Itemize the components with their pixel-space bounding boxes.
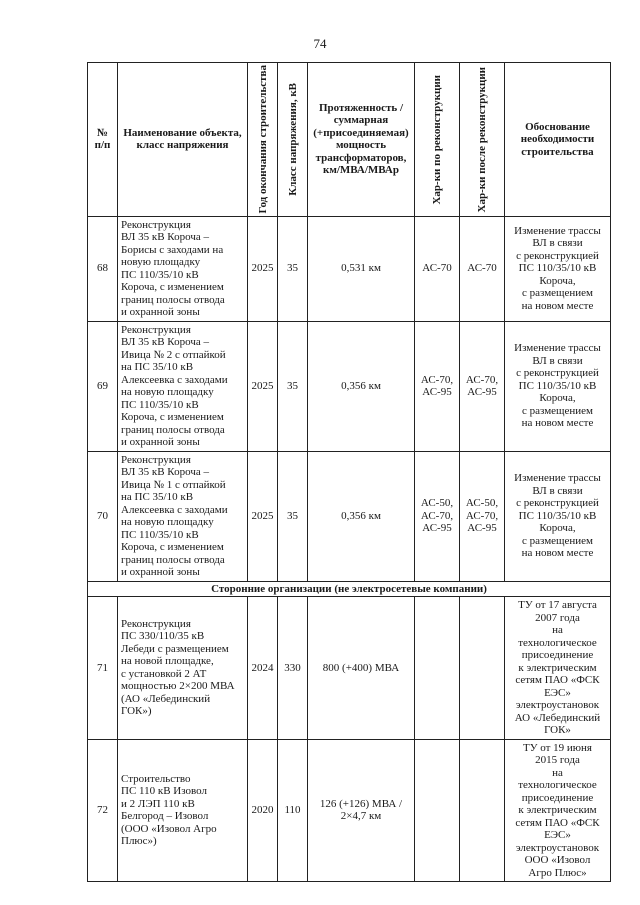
header-year [248, 63, 278, 217]
table-row [88, 216, 611, 321]
construction-table [87, 62, 611, 882]
row-after: АС-70, АС-95 [460, 321, 505, 451]
row-after [460, 597, 505, 740]
row-year: 2025 [248, 216, 278, 321]
row-basis: Изменение трассы ВЛ в связи с реконструкцией ПС 110/35/10 кВ Короча, с размещением на новом месте [505, 216, 611, 321]
header-voltage [278, 63, 308, 217]
row-voltage: 35 [278, 321, 308, 451]
header-before [415, 63, 460, 217]
row-num: 71 [88, 597, 118, 740]
row-voltage: 330 [278, 597, 308, 740]
page-number: 74 [313, 36, 327, 51]
header-row [88, 63, 611, 217]
row-name: Реконструкция ВЛ 35 кВ Короча – Борисы с заходами на новую площадку ПС 110/35/10 кВ Короча, с изменением границ полосы отвода и охранной зоны [118, 216, 248, 321]
header-after [460, 63, 505, 217]
row-year: 2025 [248, 321, 278, 451]
row-year: 2024 [248, 597, 278, 740]
table-row [88, 739, 611, 882]
section-row [88, 581, 611, 597]
row-voltage: 110 [278, 739, 308, 882]
row-voltage: 35 [278, 216, 308, 321]
row-year: 2020 [248, 739, 278, 882]
row-basis: ТУ от 17 августа 2007 года на технологическое присоединение к электрическим сетям ПАО «ФСК ЕЭС» электроустановок АО «Лебединский ГОК» [505, 597, 611, 740]
row-year: 2025 [248, 451, 278, 581]
row-num: 72 [88, 739, 118, 882]
row-before: АС-50, АС-70, АС-95 [415, 451, 460, 581]
row-name: Строительство ПС 110 кВ Изовол и 2 ЛЭП 110 кВ Белгород – Изовол (ООО «Изовол Агро Плюс») [118, 739, 248, 882]
row-length: 800 (+400) МВА [308, 597, 415, 740]
header-voltage-text: Класс напряжения, кВ [286, 82, 299, 196]
row-length: 0,531 км [308, 216, 415, 321]
row-after: АС-70 [460, 216, 505, 321]
row-length: 0,356 км [308, 321, 415, 451]
table-row [88, 597, 611, 740]
row-name: Реконструкция ПС 330/110/35 кВ Лебеди с размещением на новой площадке, с установкой 2 АТ мощностью 2×200 МВА (АО «Лебединский ГОК») [118, 597, 248, 740]
header-length: Протяженность / суммарная (+присоединяемая) мощность трансформаторов, км/МВА/МВАр [308, 63, 415, 217]
section-title: Сторонние организации (не электросетевые компании) [88, 581, 611, 597]
row-before [415, 597, 460, 740]
row-before: АС-70, АС-95 [415, 321, 460, 451]
row-basis: ТУ от 19 июня 2015 года на технологическое присоединение к электрическим сетям ПАО «ФСК ЕЭС» электроустановок ООО «Изовол Агро Плюс» [505, 739, 611, 882]
header-before-text: Хар-ки по реконструкции [431, 74, 443, 205]
row-basis: Изменение трассы ВЛ в связи с реконструкцией ПС 110/35/10 кВ Короча, с размещением на новом месте [505, 321, 611, 451]
row-after: АС-50, АС-70, АС-95 [460, 451, 505, 581]
row-length: 0,356 км [308, 451, 415, 581]
table-row [88, 451, 611, 581]
header-num: № п/п [88, 63, 118, 217]
row-before: АС-70 [415, 216, 460, 321]
header-after-text: Хар-ки после реконструкции [476, 66, 488, 212]
row-num: 68 [88, 216, 118, 321]
row-num: 69 [88, 321, 118, 451]
row-num: 70 [88, 451, 118, 581]
header-year-text: Год окончания строительства [256, 65, 269, 214]
header-basis: Обоснование необходимости строительства [505, 63, 611, 217]
row-before [415, 739, 460, 882]
row-name: Реконструкция ВЛ 35 кВ Короча – Ивица № 2 с отпайкой на ПС 35/10 кВ Алексеевка с заходами на новую площадку ПС 110/35/10 кВ Короча, с изменением границ полосы отвода и охранной зоны [118, 321, 248, 451]
table-row [88, 321, 611, 451]
row-after [460, 739, 505, 882]
row-name: Реконструкция ВЛ 35 кВ Короча – Ивица № 1 с отпайкой на ПС 35/10 кВ Алексеевка с заходами на новую площадку ПС 110/35/10 кВ Короча, с изменением границ полосы отвода и охранной зоны [118, 451, 248, 581]
row-voltage: 35 [278, 451, 308, 581]
row-length: 126 (+126) МВА / 2×4,7 км [308, 739, 415, 882]
header-name: Наименование объекта, класс напряжения [118, 63, 248, 217]
row-basis: Изменение трассы ВЛ в связи с реконструкцией ПС 110/35/10 кВ Короча, с размещением на новом месте [505, 451, 611, 581]
